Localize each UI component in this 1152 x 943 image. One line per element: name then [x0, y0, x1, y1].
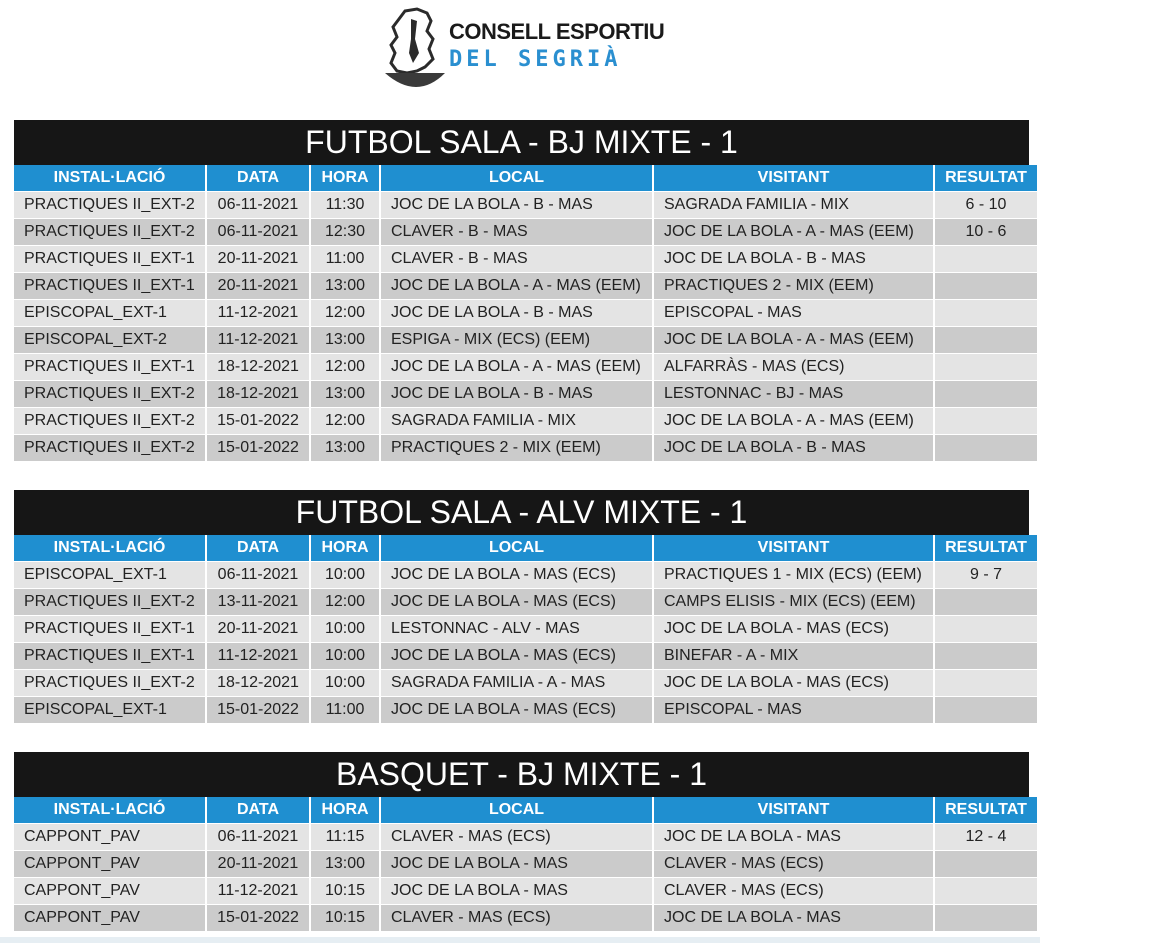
- cell-installacio: EPISCOPAL_EXT-2: [14, 327, 205, 353]
- cell-data: 18-12-2021: [207, 381, 309, 407]
- cell-hora: 10:00: [311, 643, 379, 669]
- column-header-resultat: RESULTAT: [935, 797, 1037, 823]
- cell-local: JOC DE LA BOLA - MAS: [381, 878, 652, 904]
- cell-installacio: PRACTIQUES II_EXT-2: [14, 192, 205, 218]
- column-header-local: LOCAL: [381, 797, 652, 823]
- cell-visitant: CLAVER - MAS (ECS): [654, 851, 933, 877]
- cell-data: 15-01-2022: [207, 697, 309, 723]
- cell-local: JOC DE LA BOLA - MAS (ECS): [381, 589, 652, 615]
- cell-visitant: ALFARRÀS - MAS (ECS): [654, 354, 933, 380]
- cell-data: 15-01-2022: [207, 905, 309, 931]
- cell-visitant: JOC DE LA BOLA - MAS (ECS): [654, 670, 933, 696]
- cell-visitant: EPISCOPAL - MAS: [654, 300, 933, 326]
- cell-hora: 13:00: [311, 273, 379, 299]
- cell-resultat: 12 - 4: [935, 824, 1037, 850]
- cell-resultat: 9 - 7: [935, 562, 1037, 588]
- cell-installacio: PRACTIQUES II_EXT-1: [14, 246, 205, 272]
- cell-visitant: JOC DE LA BOLA - A - MAS (EEM): [654, 408, 933, 434]
- cell-resultat: [935, 697, 1037, 723]
- cell-hora: 13:00: [311, 381, 379, 407]
- cell-hora: 11:00: [311, 246, 379, 272]
- cell-local: JOC DE LA BOLA - B - MAS: [381, 381, 652, 407]
- cell-hora: 12:00: [311, 354, 379, 380]
- cell-resultat: [935, 354, 1037, 380]
- cell-visitant: PRACTIQUES 1 - MIX (ECS) (EEM): [654, 562, 933, 588]
- column-header-visitant: VISITANT: [654, 797, 933, 823]
- cell-installacio: PRACTIQUES II_EXT-1: [14, 616, 205, 642]
- cell-local: JOC DE LA BOLA - MAS (ECS): [381, 643, 652, 669]
- cell-resultat: 10 - 6: [935, 219, 1037, 245]
- cell-local: CLAVER - MAS (ECS): [381, 905, 652, 931]
- cell-installacio: PRACTIQUES II_EXT-2: [14, 219, 205, 245]
- cell-local: JOC DE LA BOLA - A - MAS (EEM): [381, 273, 652, 299]
- cell-local: CLAVER - B - MAS: [381, 219, 652, 245]
- cell-resultat: [935, 878, 1037, 904]
- cell-installacio: EPISCOPAL_EXT-1: [14, 697, 205, 723]
- cell-data: 06-11-2021: [207, 824, 309, 850]
- cell-data: 06-11-2021: [207, 562, 309, 588]
- column-header-local: LOCAL: [381, 535, 652, 561]
- column-header-resultat: RESULTAT: [935, 165, 1037, 191]
- column-header-visitant: VISITANT: [654, 535, 933, 561]
- schedule-section: [14, 120, 1029, 462]
- section-title: FUTBOL SALA - ALV MIXTE - 1: [14, 490, 1029, 535]
- cell-installacio: CAPPONT_PAV: [14, 878, 205, 904]
- cell-local: JOC DE LA BOLA - A - MAS (EEM): [381, 354, 652, 380]
- column-header-data: DATA: [207, 535, 309, 561]
- cell-installacio: PRACTIQUES II_EXT-2: [14, 381, 205, 407]
- cell-hora: 13:00: [311, 851, 379, 877]
- column-header-visitant: VISITANT: [654, 165, 933, 191]
- section-title: BASQUET - BJ MIXTE - 1: [14, 752, 1029, 797]
- column-header-data: DATA: [207, 797, 309, 823]
- segria-map-emblem-icon: [383, 5, 447, 91]
- column-header-installacio: INSTAL·LACIÓ: [14, 165, 205, 191]
- cell-local: LESTONNAC - ALV - MAS: [381, 616, 652, 642]
- cell-data: 20-11-2021: [207, 616, 309, 642]
- cell-data: 11-12-2021: [207, 327, 309, 353]
- cell-visitant: JOC DE LA BOLA - B - MAS: [654, 246, 933, 272]
- cell-hora: 10:15: [311, 905, 379, 931]
- cell-hora: 10:00: [311, 562, 379, 588]
- cell-data: 06-11-2021: [207, 192, 309, 218]
- cell-installacio: EPISCOPAL_EXT-1: [14, 300, 205, 326]
- cell-hora: 10:15: [311, 878, 379, 904]
- cell-hora: 10:00: [311, 670, 379, 696]
- cell-hora: 12:30: [311, 219, 379, 245]
- cell-hora: 12:00: [311, 589, 379, 615]
- cell-resultat: [935, 327, 1037, 353]
- cell-resultat: [935, 300, 1037, 326]
- cell-data: 11-12-2021: [207, 643, 309, 669]
- cell-visitant: BINEFAR - A - MIX: [654, 643, 933, 669]
- cell-data: 20-11-2021: [207, 851, 309, 877]
- cell-resultat: [935, 273, 1037, 299]
- column-header-hora: HORA: [311, 165, 379, 191]
- cell-resultat: [935, 246, 1037, 272]
- schedule-section: [14, 752, 1029, 932]
- column-header-local: LOCAL: [381, 165, 652, 191]
- cell-local: SAGRADA FAMILIA - A - MAS: [381, 670, 652, 696]
- cell-hora: 10:00: [311, 616, 379, 642]
- cell-hora: 12:00: [311, 408, 379, 434]
- schedule-section: [14, 490, 1029, 724]
- cell-resultat: [935, 670, 1037, 696]
- column-header-data: DATA: [207, 165, 309, 191]
- column-header-resultat: RESULTAT: [935, 535, 1037, 561]
- cell-data: 13-11-2021: [207, 589, 309, 615]
- logo-line-2: DEL SEGRIÀ: [449, 47, 622, 72]
- section-title: FUTBOL SALA - BJ MIXTE - 1: [14, 120, 1029, 165]
- cell-resultat: [935, 381, 1037, 407]
- cell-hora: 13:00: [311, 435, 379, 461]
- column-header-hora: HORA: [311, 535, 379, 561]
- cell-hora: 11:30: [311, 192, 379, 218]
- cell-local: JOC DE LA BOLA - MAS (ECS): [381, 697, 652, 723]
- cell-local: CLAVER - MAS (ECS): [381, 824, 652, 850]
- cell-installacio: PRACTIQUES II_EXT-1: [14, 273, 205, 299]
- cell-resultat: [935, 589, 1037, 615]
- schedule-table: [14, 165, 1029, 462]
- cell-resultat: [935, 905, 1037, 931]
- cell-visitant: LESTONNAC - BJ - MAS: [654, 381, 933, 407]
- cell-local: PRACTIQUES 2 - MIX (EEM): [381, 435, 652, 461]
- cell-local: ESPIGA - MIX (ECS) (EEM): [381, 327, 652, 353]
- cell-local: CLAVER - B - MAS: [381, 246, 652, 272]
- cell-data: 18-12-2021: [207, 670, 309, 696]
- column-header-hora: HORA: [311, 797, 379, 823]
- cell-installacio: PRACTIQUES II_EXT-2: [14, 670, 205, 696]
- cell-installacio: PRACTIQUES II_EXT-2: [14, 589, 205, 615]
- cell-data: 11-12-2021: [207, 300, 309, 326]
- cell-visitant: CLAVER - MAS (ECS): [654, 878, 933, 904]
- bottom-divider: [0, 937, 1040, 943]
- cell-visitant: SAGRADA FAMILIA - MIX: [654, 192, 933, 218]
- cell-installacio: PRACTIQUES II_EXT-1: [14, 643, 205, 669]
- column-header-installacio: INSTAL·LACIÓ: [14, 535, 205, 561]
- cell-resultat: [935, 616, 1037, 642]
- cell-local: JOC DE LA BOLA - B - MAS: [381, 192, 652, 218]
- cell-data: 11-12-2021: [207, 878, 309, 904]
- cell-visitant: JOC DE LA BOLA - B - MAS: [654, 435, 933, 461]
- schedule-table: [14, 535, 1029, 724]
- cell-hora: 13:00: [311, 327, 379, 353]
- cell-data: 06-11-2021: [207, 219, 309, 245]
- cell-local: JOC DE LA BOLA - MAS: [381, 851, 652, 877]
- cell-resultat: [935, 408, 1037, 434]
- logo: [383, 5, 683, 91]
- cell-installacio: CAPPONT_PAV: [14, 905, 205, 931]
- cell-visitant: JOC DE LA BOLA - MAS: [654, 905, 933, 931]
- cell-visitant: JOC DE LA BOLA - A - MAS (EEM): [654, 219, 933, 245]
- cell-resultat: [935, 643, 1037, 669]
- logo-line-1: CONSELL ESPORTIU: [449, 19, 665, 44]
- cell-installacio: CAPPONT_PAV: [14, 824, 205, 850]
- cell-visitant: CAMPS ELISIS - MIX (ECS) (EEM): [654, 589, 933, 615]
- cell-data: 20-11-2021: [207, 273, 309, 299]
- cell-local: SAGRADA FAMILIA - MIX: [381, 408, 652, 434]
- cell-installacio: PRACTIQUES II_EXT-2: [14, 408, 205, 434]
- cell-installacio: PRACTIQUES II_EXT-2: [14, 435, 205, 461]
- cell-data: 15-01-2022: [207, 408, 309, 434]
- cell-hora: 12:00: [311, 300, 379, 326]
- cell-local: JOC DE LA BOLA - B - MAS: [381, 300, 652, 326]
- schedule-table: [14, 797, 1029, 932]
- cell-resultat: [935, 435, 1037, 461]
- cell-visitant: EPISCOPAL - MAS: [654, 697, 933, 723]
- cell-data: 15-01-2022: [207, 435, 309, 461]
- cell-installacio: PRACTIQUES II_EXT-1: [14, 354, 205, 380]
- cell-visitant: JOC DE LA BOLA - A - MAS (EEM): [654, 327, 933, 353]
- cell-visitant: JOC DE LA BOLA - MAS: [654, 824, 933, 850]
- cell-hora: 11:15: [311, 824, 379, 850]
- cell-installacio: EPISCOPAL_EXT-1: [14, 562, 205, 588]
- cell-resultat: 6 - 10: [935, 192, 1037, 218]
- cell-installacio: CAPPONT_PAV: [14, 851, 205, 877]
- column-header-installacio: INSTAL·LACIÓ: [14, 797, 205, 823]
- cell-data: 20-11-2021: [207, 246, 309, 272]
- cell-visitant: PRACTIQUES 2 - MIX (EEM): [654, 273, 933, 299]
- cell-local: JOC DE LA BOLA - MAS (ECS): [381, 562, 652, 588]
- cell-hora: 11:00: [311, 697, 379, 723]
- cell-resultat: [935, 851, 1037, 877]
- cell-visitant: JOC DE LA BOLA - MAS (ECS): [654, 616, 933, 642]
- cell-data: 18-12-2021: [207, 354, 309, 380]
